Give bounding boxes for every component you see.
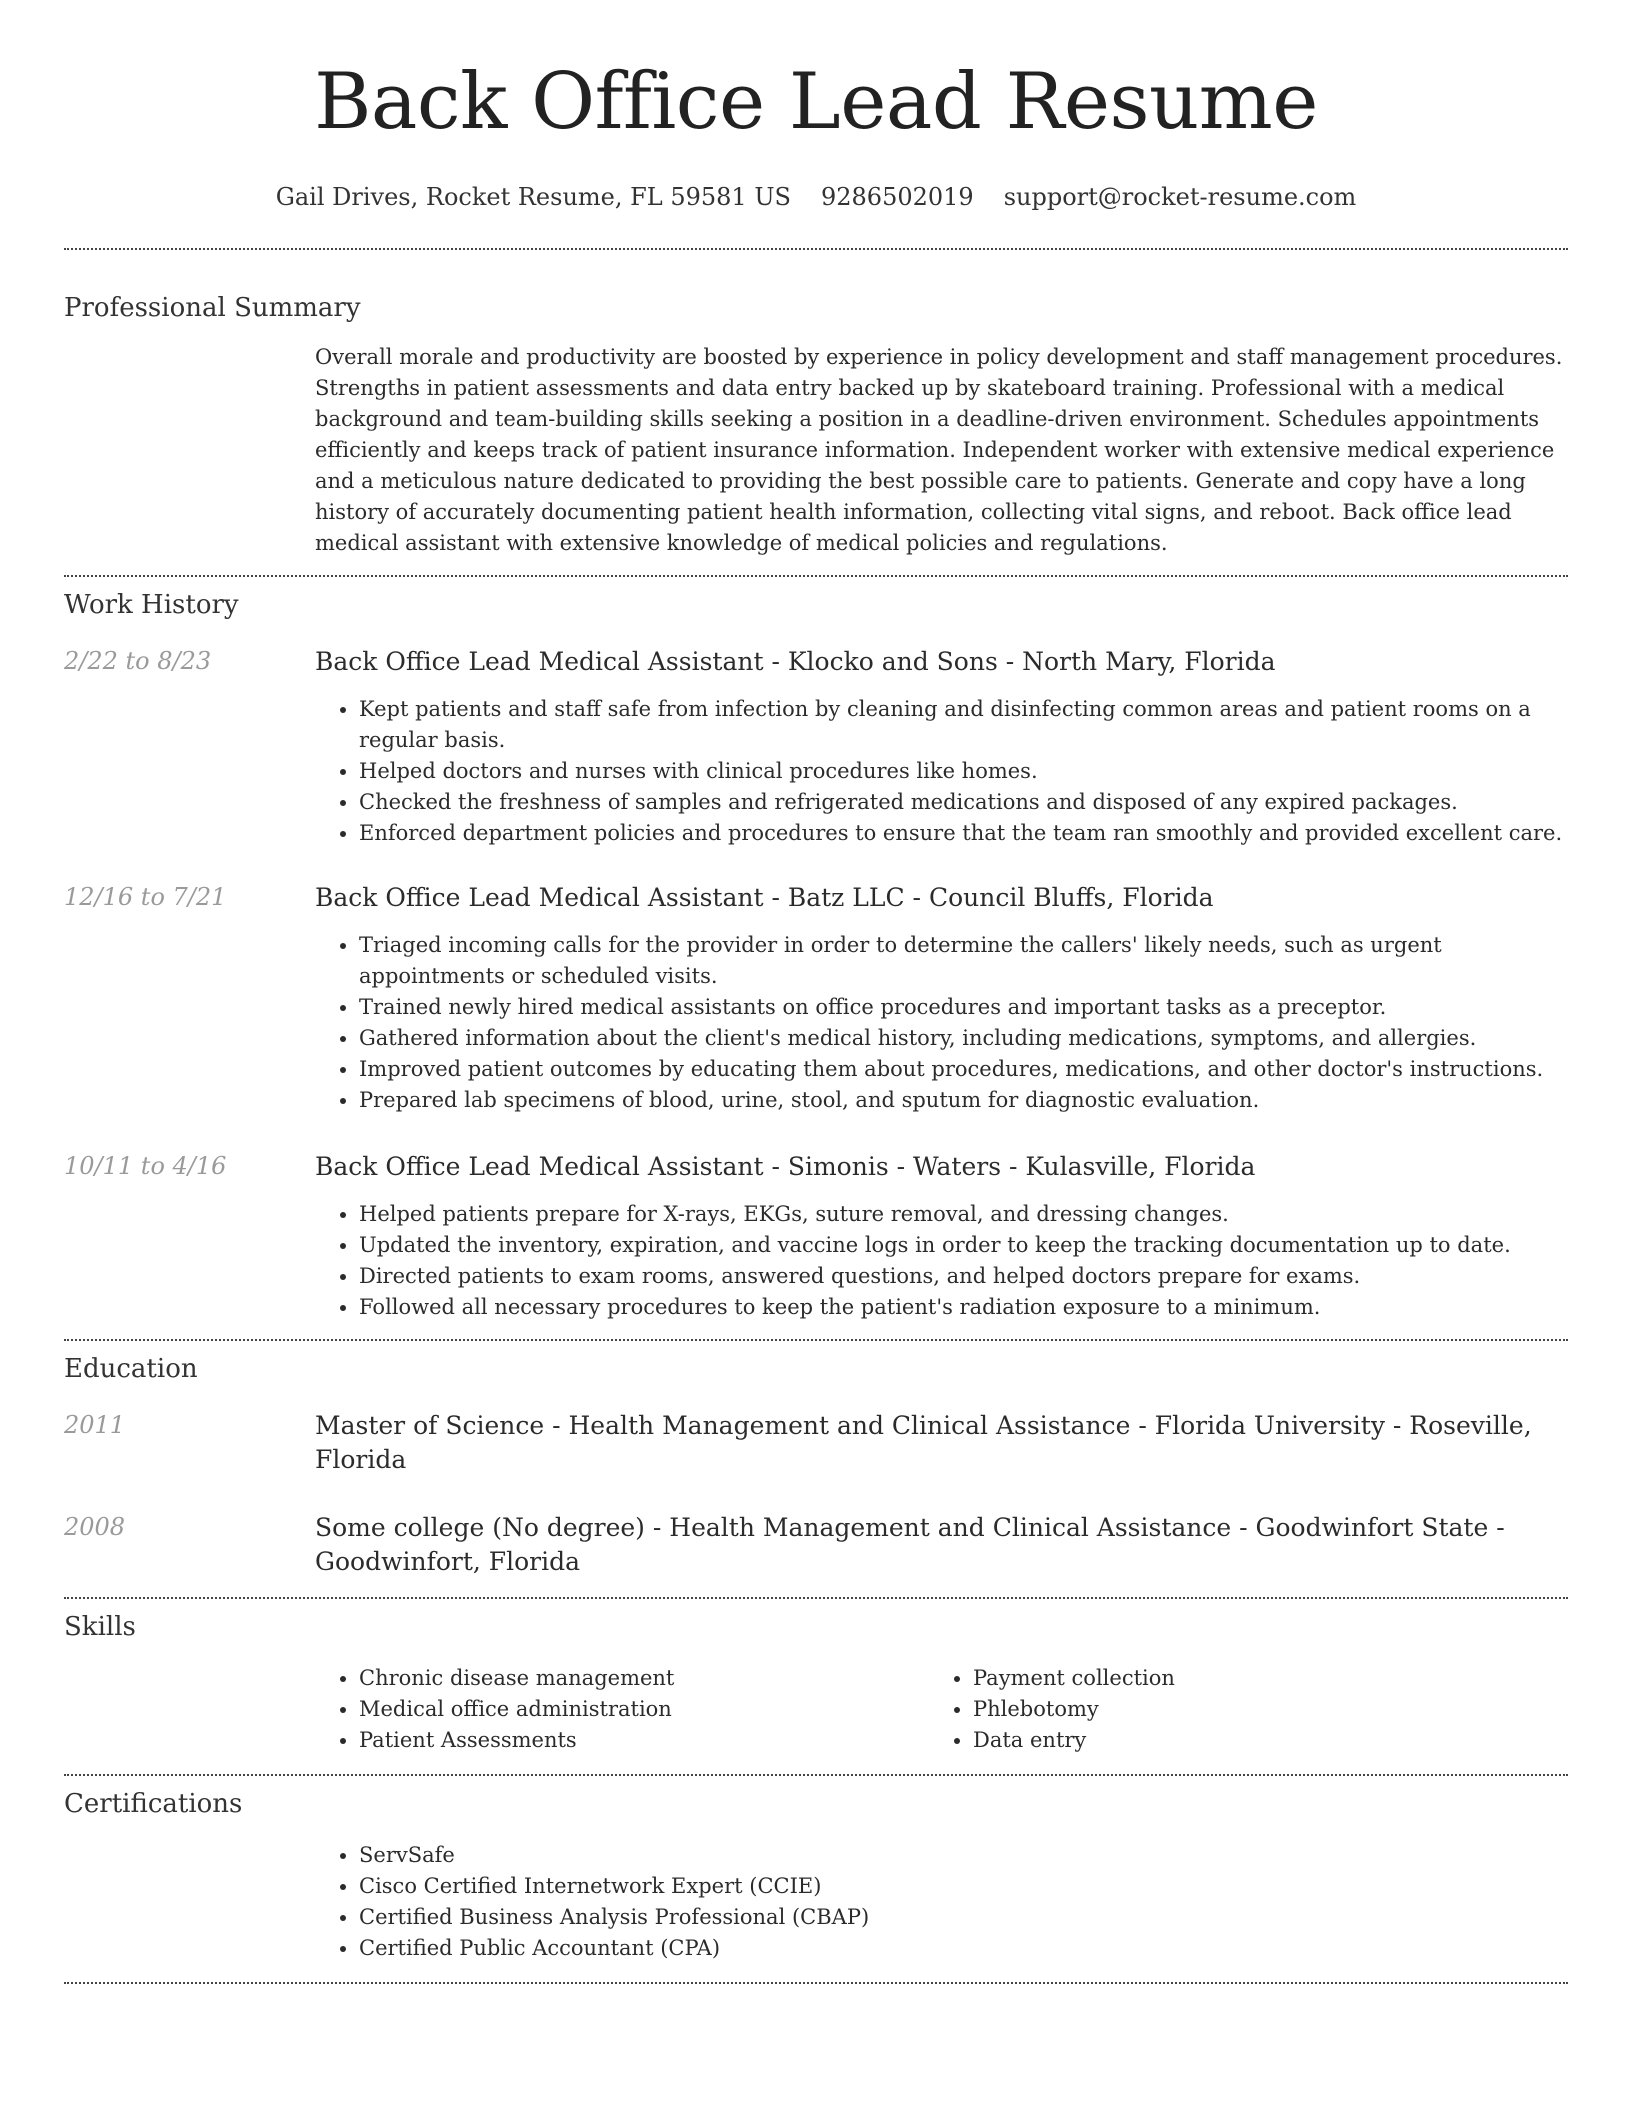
divider: [64, 1597, 1568, 1599]
job-bullet: • Improved patient outcomes by educating them about procedures, medications, and other doctor's instructions.: [359, 1054, 1568, 1085]
job-bullet: • Followed all necessary procedures to keep the patient's radiation exposure to a minimum.: [359, 1292, 1568, 1323]
education-entry: [64, 1409, 1568, 1477]
education-details: Some college (No degree) - Health Management and Clinical Assistance - Goodwinfort State - Goodwinfort, Florida: [315, 1513, 1505, 1576]
skill-item: • Medical office administration: [359, 1694, 929, 1725]
summary-spacer: [64, 342, 315, 559]
summary-text: Overall morale and productivity are boosted by experience in policy development and staff management procedures. Strengths in patient assessments and data entry backed up by skateboard training. Professional with a medical background and team-building skills seeking a position in a deadline-driven environment. Schedules appointments efficiently and keeps track of patient insurance information. Independent worker with extensive medical experience and a meticulous nature dedicated to providing the best possible care to patients. Generate and copy have a long history of accurately documenting patient health information, collecting vital signs, and reboot. Back office lead medical assistant with extensive knowledge of medical policies and regulations.: [315, 345, 1563, 555]
divider: [64, 1339, 1568, 1341]
job-bullets: [315, 694, 1568, 849]
skills-columns: [315, 1663, 1568, 1756]
job-bullet: • Helped patients prepare for X-rays, EKGs, suture removal, and dressing changes.: [359, 1199, 1568, 1230]
certifications-column: [315, 1840, 1568, 1964]
job-bullet: • Updated the inventory, expiration, and vaccine logs in order to keep the tracking documentation up to date.: [359, 1230, 1568, 1261]
section-heading-skills: Skills: [64, 1612, 136, 1642]
section-heading-summary: Professional Summary: [64, 293, 361, 323]
section-heading-certifications: Certifications: [64, 1789, 243, 1819]
resume-title: Back Office Lead Resume: [314, 57, 1318, 147]
skill-item: • Chronic disease management: [359, 1663, 929, 1694]
job-title: Back Office Lead Medical Assistant - Simonis - Waters - Kulasville, Florida: [315, 1152, 1256, 1181]
job-title: Back Office Lead Medical Assistant - Batz LLC - Council Bluffs, Florida: [315, 883, 1214, 912]
job-bullet: • Triaged incoming calls for the provider in order to determine the callers' likely needs, such as urgent appointments or scheduled visits.: [359, 930, 1568, 992]
education-year: 2011: [64, 1411, 126, 1439]
certification-item: • ServSafe: [359, 1840, 1568, 1871]
certifications-row: [64, 1840, 1568, 1964]
skills-list-right: [929, 1663, 1543, 1756]
job-bullet: • Trained newly hired medical assistants on office procedures and important tasks as a preceptor.: [359, 992, 1568, 1023]
job-dates: 10/11 to 4/16: [64, 1152, 227, 1180]
job-entry: [64, 881, 1568, 1116]
job-entry: [64, 1150, 1568, 1323]
education-details: Master of Science - Health Management and Clinical Assistance - Florida University - Roseville, Florida: [315, 1411, 1532, 1474]
contact-address: Gail Drives, Rocket Resume, FL 59581 US: [275, 183, 791, 211]
contact-line: [64, 182, 1568, 212]
skill-item: • Payment collection: [973, 1663, 1543, 1694]
contact-email: support@rocket-resume.com: [1003, 183, 1357, 211]
contact-phone: 9286502019: [820, 183, 974, 211]
divider: [64, 575, 1568, 577]
certification-item: • Cisco Certified Internetwork Expert (CCIE): [359, 1871, 1568, 1902]
education-year: 2008: [64, 1513, 126, 1541]
job-bullets: [315, 930, 1568, 1116]
job-details: [315, 1150, 1568, 1323]
job-dates: 2/22 to 8/23: [64, 647, 212, 675]
job-details: [315, 645, 1568, 849]
summary-row: [64, 342, 1568, 559]
skills-row: [64, 1663, 1568, 1756]
job-dates: 12/16 to 7/21: [64, 883, 227, 911]
skill-item: • Data entry: [973, 1725, 1543, 1756]
certification-item: • Certified Public Accountant (CPA): [359, 1933, 1568, 1964]
divider: [64, 1982, 1568, 1984]
section-heading-education: Education: [64, 1354, 198, 1384]
skill-item: • Patient Assessments: [359, 1725, 929, 1756]
job-bullet: • Directed patients to exam rooms, answered questions, and helped doctors prepare for exams.: [359, 1261, 1568, 1292]
divider: [64, 1774, 1568, 1776]
certifications-spacer: [64, 1840, 315, 1964]
skills-list-left: [315, 1663, 929, 1756]
divider: [64, 248, 1568, 250]
job-bullet: • Gathered information about the client's medical history, including medications, symptoms, and allergies.: [359, 1023, 1568, 1054]
skill-item: • Phlebotomy: [973, 1694, 1543, 1725]
job-bullets: [315, 1199, 1568, 1323]
education-entry: [64, 1511, 1568, 1579]
certifications-list: [315, 1840, 1568, 1964]
job-title: Back Office Lead Medical Assistant - Klocko and Sons - North Mary, Florida: [315, 647, 1276, 676]
job-bullet: • Helped doctors and nurses with clinical procedures like homes.: [359, 756, 1568, 787]
skills-spacer: [64, 1663, 315, 1756]
certification-item: • Certified Business Analysis Professional (CBAP): [359, 1902, 1568, 1933]
job-bullet: • Enforced department policies and procedures to ensure that the team ran smoothly and provided excellent care.: [359, 818, 1568, 849]
job-details: [315, 881, 1568, 1116]
job-bullet: • Kept patients and staff safe from infection by cleaning and disinfecting common areas and patient rooms on a regular basis.: [359, 694, 1568, 756]
section-heading-work: Work History: [64, 590, 239, 620]
job-bullet: • Prepared lab specimens of blood, urine, stool, and sputum for diagnostic evaluation.: [359, 1085, 1568, 1116]
job-entry: [64, 645, 1568, 849]
job-bullet: • Checked the freshness of samples and refrigerated medications and disposed of any expired packages.: [359, 787, 1568, 818]
resume-page: [64, 0, 1568, 1984]
